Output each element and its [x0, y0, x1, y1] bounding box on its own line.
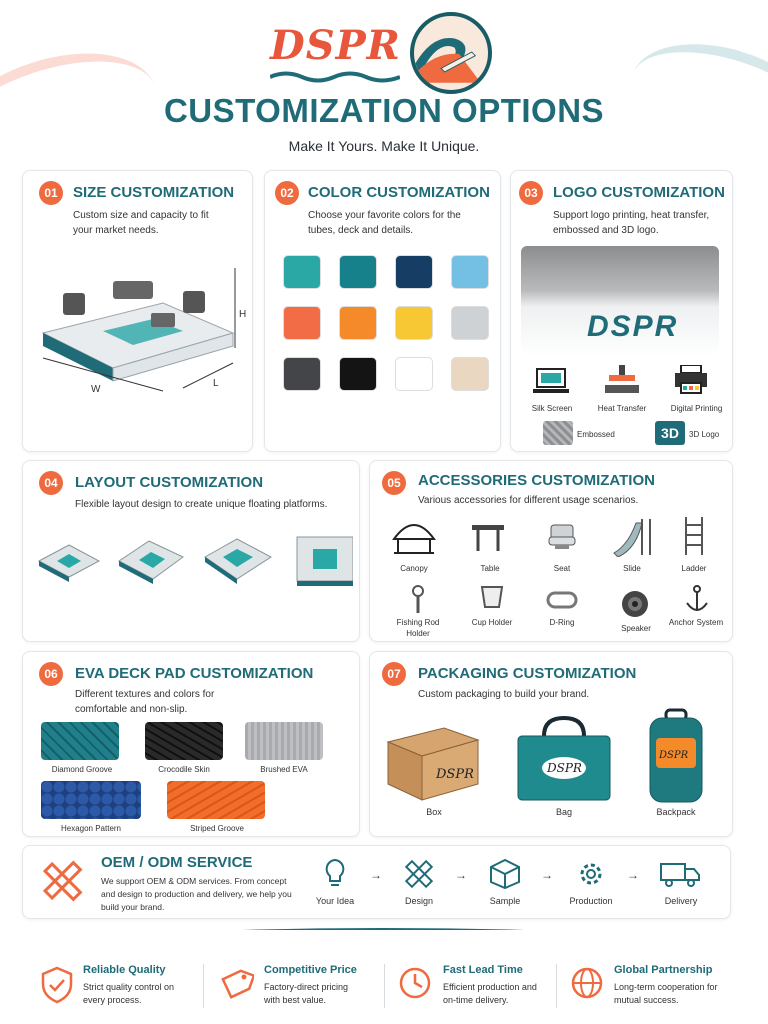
page-title: CUSTOMIZATION OPTIONS	[163, 92, 605, 129]
section-desc: Choose your favorite colors for the tubes, deck and details.	[308, 210, 461, 236]
feature-divider	[203, 964, 204, 1008]
step-label: Design	[404, 896, 433, 906]
3d-logo-icon: 3D	[655, 421, 685, 445]
feature-title: Reliable Quality	[83, 964, 166, 976]
color-swatch[interactable]	[451, 306, 489, 340]
brushed-eva-texture	[245, 722, 323, 760]
section-desc: Custom packaging to build your brand.	[418, 689, 590, 700]
design-tools-icon	[403, 858, 435, 890]
section-desc: Different textures and colors for comfortable and non-slip.	[75, 689, 215, 715]
section-desc: Support logo printing, heat transfer, embossed and 3D logo.	[553, 210, 710, 236]
accessory-label: Fishing Rod Holder	[396, 618, 440, 638]
color-swatch[interactable]	[339, 255, 377, 289]
method-label: Embossed	[577, 430, 615, 439]
feature-desc: Efficient production and on-time delivery.	[443, 982, 537, 1005]
crocodile-skin-texture	[145, 722, 223, 760]
feature-desc: Strict quality control on every process.	[83, 982, 175, 1005]
feature-desc: Factory-direct pricing with best value.	[264, 982, 349, 1005]
texture-label: Crocodile Skin	[158, 765, 210, 774]
accessory-label: Cup Holder	[471, 618, 513, 627]
section-title: LOGO CUSTOMIZATION	[553, 184, 725, 201]
section-number: 01	[39, 181, 63, 205]
brand-logo-text: DSPR	[270, 22, 401, 69]
brand-logo	[270, 22, 400, 72]
shield-check-icon	[40, 966, 74, 1004]
section-number: 07	[382, 662, 406, 686]
color-customization-card	[264, 170, 501, 452]
hexagon-pattern-texture	[41, 781, 141, 819]
logo-customization-card	[510, 170, 733, 452]
packaging-customization-card	[369, 651, 733, 837]
section-title: EVA DECK PAD CUSTOMIZATION	[75, 665, 314, 682]
method-label: 3D Logo	[689, 430, 720, 439]
d-ring-icon	[546, 591, 578, 609]
cup-holder-icon	[478, 583, 506, 611]
sample-box-icon	[489, 858, 521, 890]
striped-groove-texture	[167, 781, 265, 819]
gear-icon	[575, 858, 607, 890]
feature-divider	[384, 964, 385, 1008]
slide-icon	[610, 515, 654, 557]
delivery-truck-icon	[659, 860, 701, 888]
section-desc: Various accessories for different usage scenarios.	[418, 495, 639, 506]
section-title: LAYOUT CUSTOMIZATION	[75, 474, 264, 491]
section-number: 02	[275, 181, 299, 205]
color-swatch[interactable]	[395, 306, 433, 340]
diamond-groove-texture	[41, 722, 119, 760]
texture-label: Brushed EVA	[260, 765, 308, 774]
method-label: Heat Transfer	[597, 404, 647, 413]
speaker-icon	[620, 589, 650, 619]
texture-label: Diamond Groove	[51, 765, 113, 774]
accessory-label: Slide	[623, 564, 641, 573]
accessory-label: Ladder	[681, 564, 707, 573]
step-arrow-icon: →	[541, 868, 553, 882]
board-logo-text: DSPR	[587, 310, 679, 343]
accessories-customization-card	[369, 460, 733, 642]
section-number: 04	[39, 471, 63, 495]
packaging-label: Bag	[555, 807, 572, 817]
feature-divider	[556, 964, 557, 1008]
section-number: 03	[519, 181, 543, 205]
lightbulb-icon	[323, 858, 347, 890]
color-swatch[interactable]	[395, 255, 433, 289]
oem-odm-service-card	[22, 845, 731, 919]
ladder-icon	[680, 515, 708, 557]
color-swatch[interactable]	[283, 357, 321, 391]
accessory-label: Speaker	[621, 624, 651, 633]
color-swatch[interactable]	[283, 255, 321, 289]
layout-variations-illustration	[33, 527, 353, 595]
svg-text:DSPR: DSPR	[547, 761, 582, 775]
dimension-h-label: H	[239, 309, 247, 320]
step-label: Production	[569, 896, 613, 906]
clock-icon	[398, 966, 432, 1000]
texture-label: Hexagon Pattern	[60, 824, 122, 833]
backpack-icon	[644, 708, 708, 804]
section-title: ACCESSORIES CUSTOMIZATION	[418, 472, 655, 489]
texture-label: Striped Groove	[190, 824, 244, 833]
accessory-label: D-Ring	[549, 618, 575, 627]
color-swatch[interactable]	[451, 255, 489, 289]
step-arrow-icon: →	[370, 868, 382, 882]
fishing-rod-holder-icon	[406, 583, 430, 615]
page-subtitle: Make It Yours. Make It Unique.	[288, 138, 480, 154]
header	[0, 0, 768, 165]
step-label: Delivery	[664, 896, 698, 906]
packaging-label: Box	[426, 807, 442, 817]
embossed-icon	[543, 421, 573, 445]
feature-title: Competitive Price	[264, 964, 357, 976]
seat-icon	[545, 521, 579, 555]
section-title: COLOR CUSTOMIZATION	[308, 184, 490, 201]
color-swatch[interactable]	[395, 357, 433, 391]
price-tag-icon	[218, 966, 254, 1004]
step-label: Sample	[489, 896, 521, 906]
section-number: 06	[39, 662, 63, 686]
wave-surfboard-emblem-icon	[410, 12, 492, 94]
oem-desc: We support OEM & ODM services. From concept and design to production and delivery, we help you build your brand.	[101, 876, 292, 912]
color-swatch[interactable]	[339, 357, 377, 391]
logo-board-photo	[521, 246, 719, 356]
accessory-label: Table	[480, 564, 500, 573]
color-swatch[interactable]	[283, 306, 321, 340]
size-customization-card	[22, 170, 253, 452]
step-arrow-icon: →	[627, 868, 639, 882]
section-number: 05	[382, 471, 406, 495]
heat-transfer-icon	[605, 365, 639, 395]
anchor-icon	[684, 585, 710, 615]
oem-title: OEM / ODM SERVICE	[101, 854, 253, 871]
eva-deck-pad-customization-card	[22, 651, 360, 837]
pencil-ruler-icon	[39, 858, 85, 904]
feature-title: Global Partnership	[614, 964, 713, 976]
table-icon	[470, 521, 506, 555]
step-label: Your Idea	[315, 896, 355, 906]
bag-icon	[514, 714, 614, 804]
color-swatch[interactable]	[339, 306, 377, 340]
dimension-l-label: L	[213, 378, 219, 389]
step-arrow-icon: →	[455, 868, 467, 882]
svg-text:DSPR: DSPR	[436, 767, 474, 782]
canopy-icon	[392, 517, 436, 557]
digital-printing-icon	[675, 365, 707, 395]
silk-screen-icon	[533, 367, 569, 395]
section-desc: Custom size and capacity to fit your market needs.	[73, 210, 209, 236]
method-label: Silk Screen	[531, 404, 573, 413]
feature-desc: Long-term cooperation for mutual success.	[614, 982, 718, 1005]
color-swatch[interactable]	[451, 357, 489, 391]
section-title: SIZE CUSTOMIZATION	[73, 184, 235, 201]
section-desc: Flexible layout design to create unique floating platforms.	[75, 499, 328, 510]
packaging-label: Backpack	[656, 807, 696, 817]
feature-title: Fast Lead Time	[443, 964, 523, 976]
logo-wave-icon	[270, 70, 400, 84]
layout-customization-card	[22, 460, 360, 642]
accessory-label: Anchor System	[668, 618, 724, 627]
accessory-label: Canopy	[400, 564, 428, 573]
svg-text:DSPR: DSPR	[659, 750, 689, 761]
globe-icon	[570, 966, 604, 1000]
section-title: PACKAGING CUSTOMIZATION	[418, 665, 637, 682]
box-icon	[384, 720, 482, 802]
method-label: Digital Printing	[670, 404, 723, 413]
accessory-label: Seat	[553, 564, 571, 573]
dimension-w-label: W	[91, 384, 101, 395]
